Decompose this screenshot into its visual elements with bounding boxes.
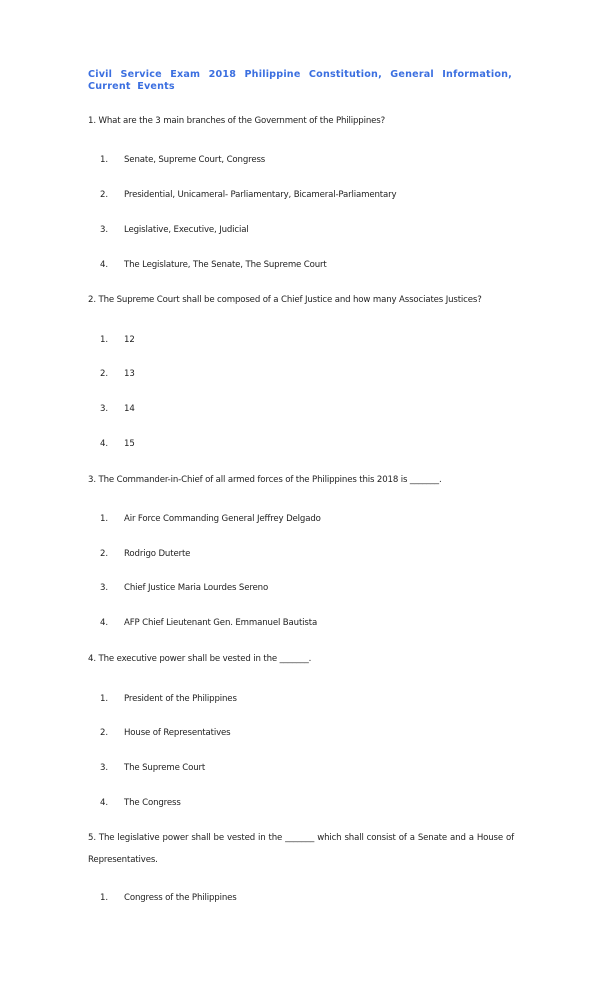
option-number: 4. [100,798,108,808]
question-3-option-1 [100,513,321,525]
question-3-option-2 [100,548,190,560]
question-5: 5. The legislative power shall be vested in the _______ which shall consist of a Senate and a House of Representatives. [88,833,514,865]
option-number: 2. [100,728,108,738]
option-text: Senate, Supreme Court, Congress [124,155,266,165]
option-text: Congress of the Philippines [124,893,237,903]
option-number: 1. [100,694,108,704]
option-text: The Supreme Court [124,763,206,773]
option-number: 2. [100,369,108,379]
option-number: 1. [100,155,108,165]
option-text: 15 [124,439,135,449]
option-number: 4. [100,439,108,449]
question-3: 3. The Commander-in-Chief of all armed forces of the Philippines this 2018 is _______. [88,475,442,485]
option-text: AFP Chief Lieutenant Gen. Emmanuel Bautista [124,618,318,628]
question-4-option-2 [100,727,231,739]
option-text: Air Force Commanding General Jeffrey Delgado [124,514,321,524]
option-number: 3. [100,763,108,773]
option-number: 3. [100,225,108,235]
option-text: The Legislature, The Senate, The Supreme Court [124,260,327,270]
option-text: Presidential, Unicameral- Parliamentary, Bicameral-Parliamentary [124,190,397,200]
question-4-option-3 [100,762,205,774]
option-number: 3. [100,404,108,414]
option-number: 4. [100,618,108,628]
question-1-option-2 [100,189,396,201]
option-number: 2. [100,190,108,200]
document-title: Civil Service Exam 2018 Philippine Constitution, General Information, Current Events [88,69,512,92]
question-2-option-3 [100,403,135,415]
option-text: The Congress [124,798,181,808]
option-number: 1. [100,514,108,524]
option-number: 2. [100,549,108,559]
question-2-option-4 [100,438,135,450]
question-4-option-4 [100,797,181,809]
option-number: 1. [100,893,108,903]
option-number: 1. [100,335,108,345]
option-text: Legislative, Executive, Judicial [124,225,249,235]
question-1-option-4 [100,259,327,271]
question-3-option-3 [100,582,268,594]
question-4-option-1 [100,693,237,705]
question-5-option-1 [100,892,237,904]
question-4: 4. The executive power shall be vested in the _______. [88,654,312,664]
question-2-option-1 [100,334,135,346]
question-3-option-4 [100,617,317,629]
option-text: 13 [124,369,135,379]
option-text: President of the Philippines [124,694,237,704]
option-text: 12 [124,335,135,345]
option-text: 14 [124,404,135,414]
option-text: House of Representatives [124,728,231,738]
option-number: 3. [100,583,108,593]
question-2: 2. The Supreme Court shall be composed of a Chief Justice and how many Associates Justices? [88,295,482,305]
question-1-option-3 [100,224,249,236]
option-text: Rodrigo Duterte [124,549,191,559]
option-text: Chief Justice Maria Lourdes Sereno [124,583,269,593]
question-1-option-1 [100,154,265,166]
option-number: 4. [100,260,108,270]
question-2-option-2 [100,368,135,380]
question-1: 1. What are the 3 main branches of the Government of the Philippines? [88,116,386,126]
